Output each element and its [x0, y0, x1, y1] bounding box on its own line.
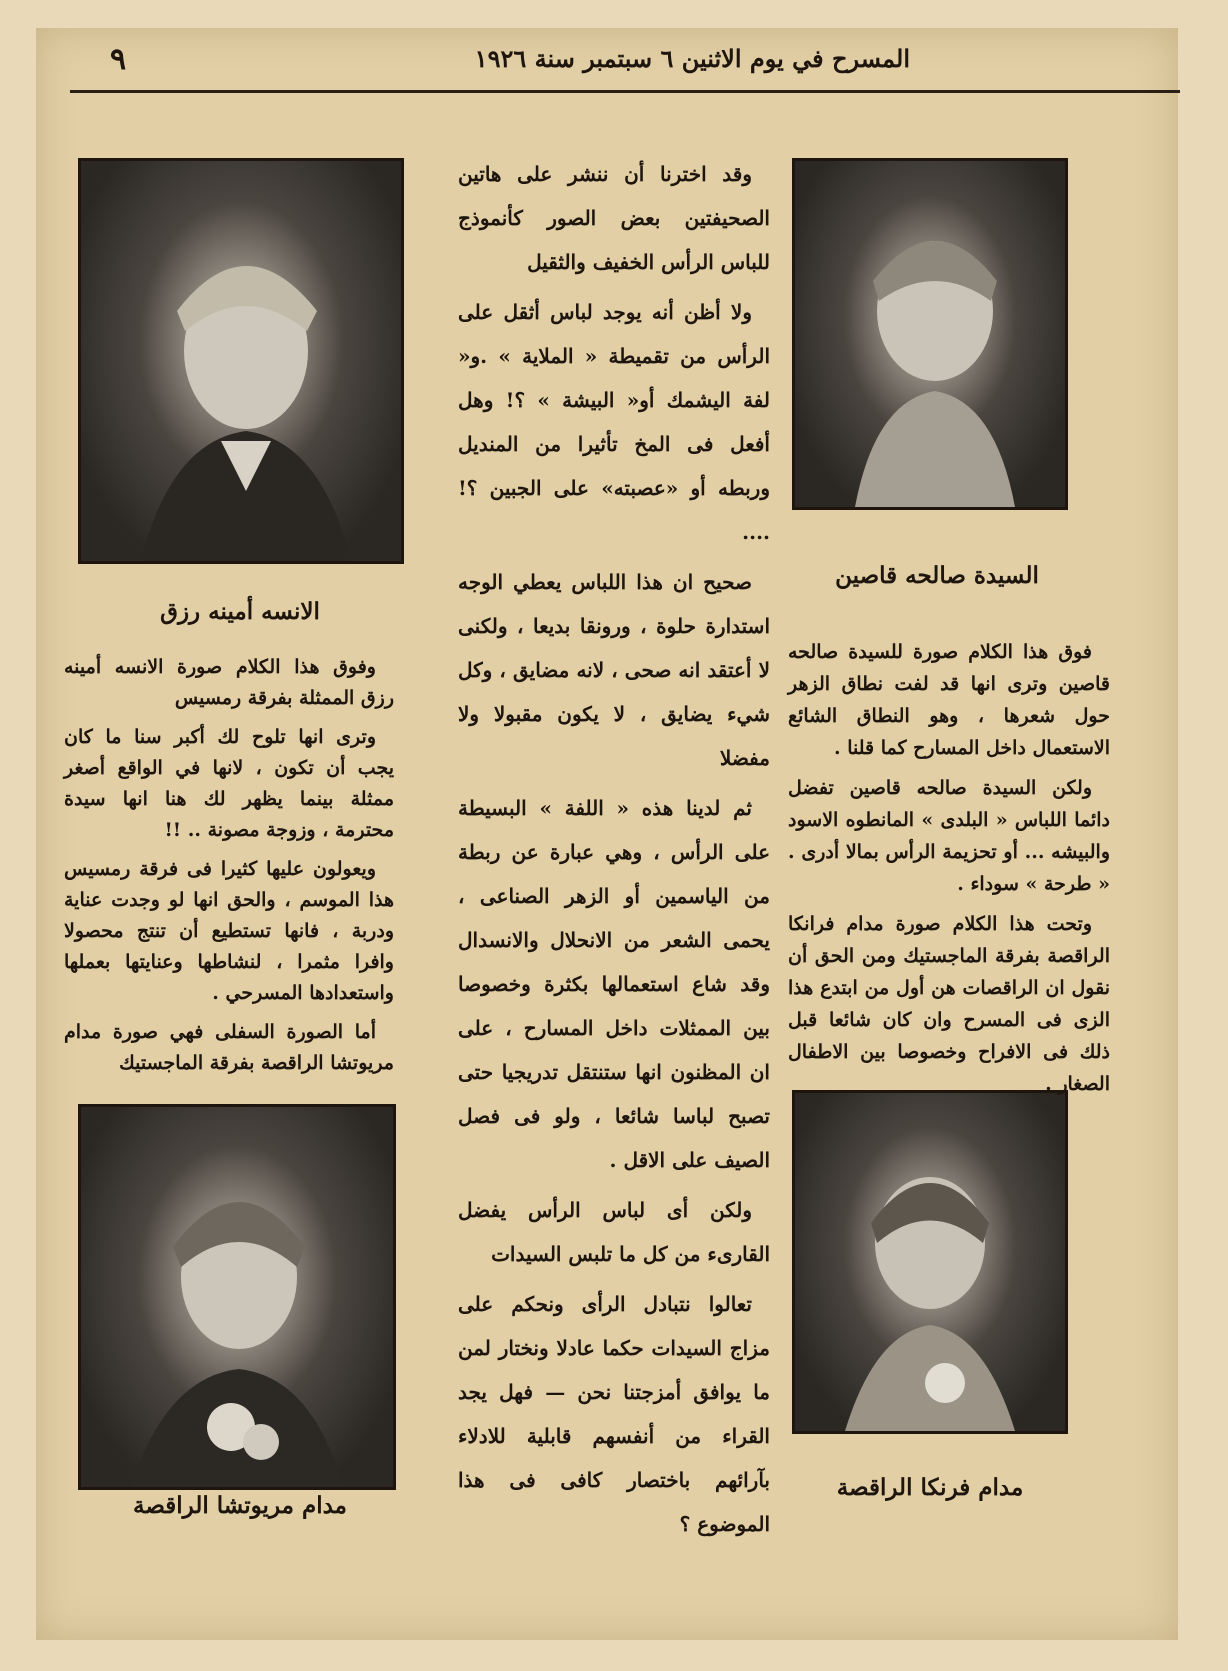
- caption-bottom-left: مدام مريوتشا الراقصة: [132, 1492, 347, 1519]
- portrait-figure: [81, 1107, 393, 1487]
- photo-amina-rizq: [78, 158, 404, 564]
- caption-top-right: السيدة صالحه قاصين: [835, 562, 1039, 589]
- paragraph: فوق هذا الكلام صورة للسيدة صالحه قاصين وترى انها قد لفت نطاق الزهر حول شعرها ، وهو النطاق الشائع الاستعمال داخل المسارح كما قلنا .: [788, 641, 1110, 759]
- portrait-figure: [81, 161, 401, 561]
- middle-column-text: [458, 152, 770, 1552]
- paragraph: وفوق هذا الكلام صورة الانسه أمينه رزق الممثلة بفرقة رمسيس: [64, 656, 394, 709]
- paragraph: ثم لدينا هذه « اللفة » البسيطة على الرأس ، وهي عبارة عن ربطة من الياسمين أو الزهر الصناعى ، يحمى الشعر من الانحلال والانسدال وقد شاع استعمالها بكثرة وخصوصا بين الممثلات داخل المسارح ، على ان المظنون انها ستنتقل تدريجيا حتى تصبح لباسا شائعا ، ولو فى فصل الصيف على الاقل .: [458, 796, 770, 1172]
- portrait-figure: [795, 161, 1065, 507]
- page-number: ٩: [110, 42, 127, 77]
- paragraph: وتحت هذا الكلام صورة مدام فرانكا الراقصة بفرقة الماجستيك ومن الحق أن نقول ان الراقصات هن أول من ابتدع هذا الزى فى المسرح وان كان شائعا قبل ذلك فى الافراح وخصوصا بين الاطفال الصغار .: [788, 913, 1110, 1095]
- paragraph: تعالوا نتبادل الرأى ونحكم على مزاج السيدات حكما عادلا ونختار لمن ما يوافق أمزجتنا نحن — فهل يجد القراء من أنفسهم قابلية للادلاء بآرائهم باختصار كافى فى هذا الموضوع ؟: [458, 1292, 770, 1536]
- header-rule: [70, 90, 1180, 93]
- page-header: [70, 34, 1180, 90]
- caption-top-left: الانسه أمينه رزق: [160, 598, 320, 625]
- page-title: المسرح في يوم الاثنين ٦ سبتمبر سنة ١٩٢٦: [474, 44, 910, 73]
- paragraph: ولا أظن أنه يوجد لباس أثقل على الرأس من تقميطة « الملاية » .و« لفة اليشمك أو« البيشة » ؟! وهل أفعل فى المخ تأثيرا من المنديل وربطه أو «عصبته» على الجبين ؟! ....: [458, 300, 770, 544]
- left-column-text: [64, 652, 394, 1087]
- photo-franca: [792, 1090, 1068, 1434]
- paragraph: ولكن السيدة صالحه قاصين تفضل دائما اللباس « البلدى » المانطوه الاسود والبيشه ... أو تحزيمة الرأس بمالا أدرى . « طرحة » سوداء .: [788, 777, 1110, 895]
- paragraph: ولكن أى لباس الرأس يفضل القارىء من كل ما تلبس السيدات: [458, 1198, 770, 1266]
- photo-mariotcha: [78, 1104, 396, 1490]
- paragraph: ويعولون عليها كثيرا فى فرقة رمسيس هذا الموسم ، والحق انها لو وجدت عناية ودربة ، فانها تستطيع أن تنتج محصولا وافرا مثمرا ، لنشاطها وعنايتها بعملها واستعدادها المسرحي .: [64, 858, 394, 1004]
- paragraph: أما الصورة السفلى فهي صورة مدام مريوتشا الراقصة بفرقة الماجستيك: [64, 1021, 394, 1074]
- paragraph: وقد اخترنا أن ننشر على هاتين الصحيفتين بعض الصور كأنموذج للباس الرأس الخفيف والثقيل: [458, 162, 770, 274]
- right-column-text: [788, 636, 1110, 1108]
- portrait-figure: [795, 1093, 1065, 1431]
- caption-bottom-right: مدام فرنكا الراقصة: [836, 1474, 1024, 1501]
- photo-saleha-qasin: [792, 158, 1068, 510]
- paragraph: صحيح ان هذا اللباس يعطي الوجه استدارة حلوة ، ورونقا بديعا ، ولكنى لا أعتقد انه صحى ، لانه مضايق ، وكل شيء يضايق ، لا يكون مقبولا ولا مفضلا: [458, 570, 770, 770]
- paragraph: وترى انها تلوح لك أكبر سنا ما كان يجب أن تكون ، لانها في الواقع أصغر ممثلة بينما يظهر لك هنا انها سيدة محترمة ، وزوجة مصونة .. !!: [64, 726, 394, 841]
